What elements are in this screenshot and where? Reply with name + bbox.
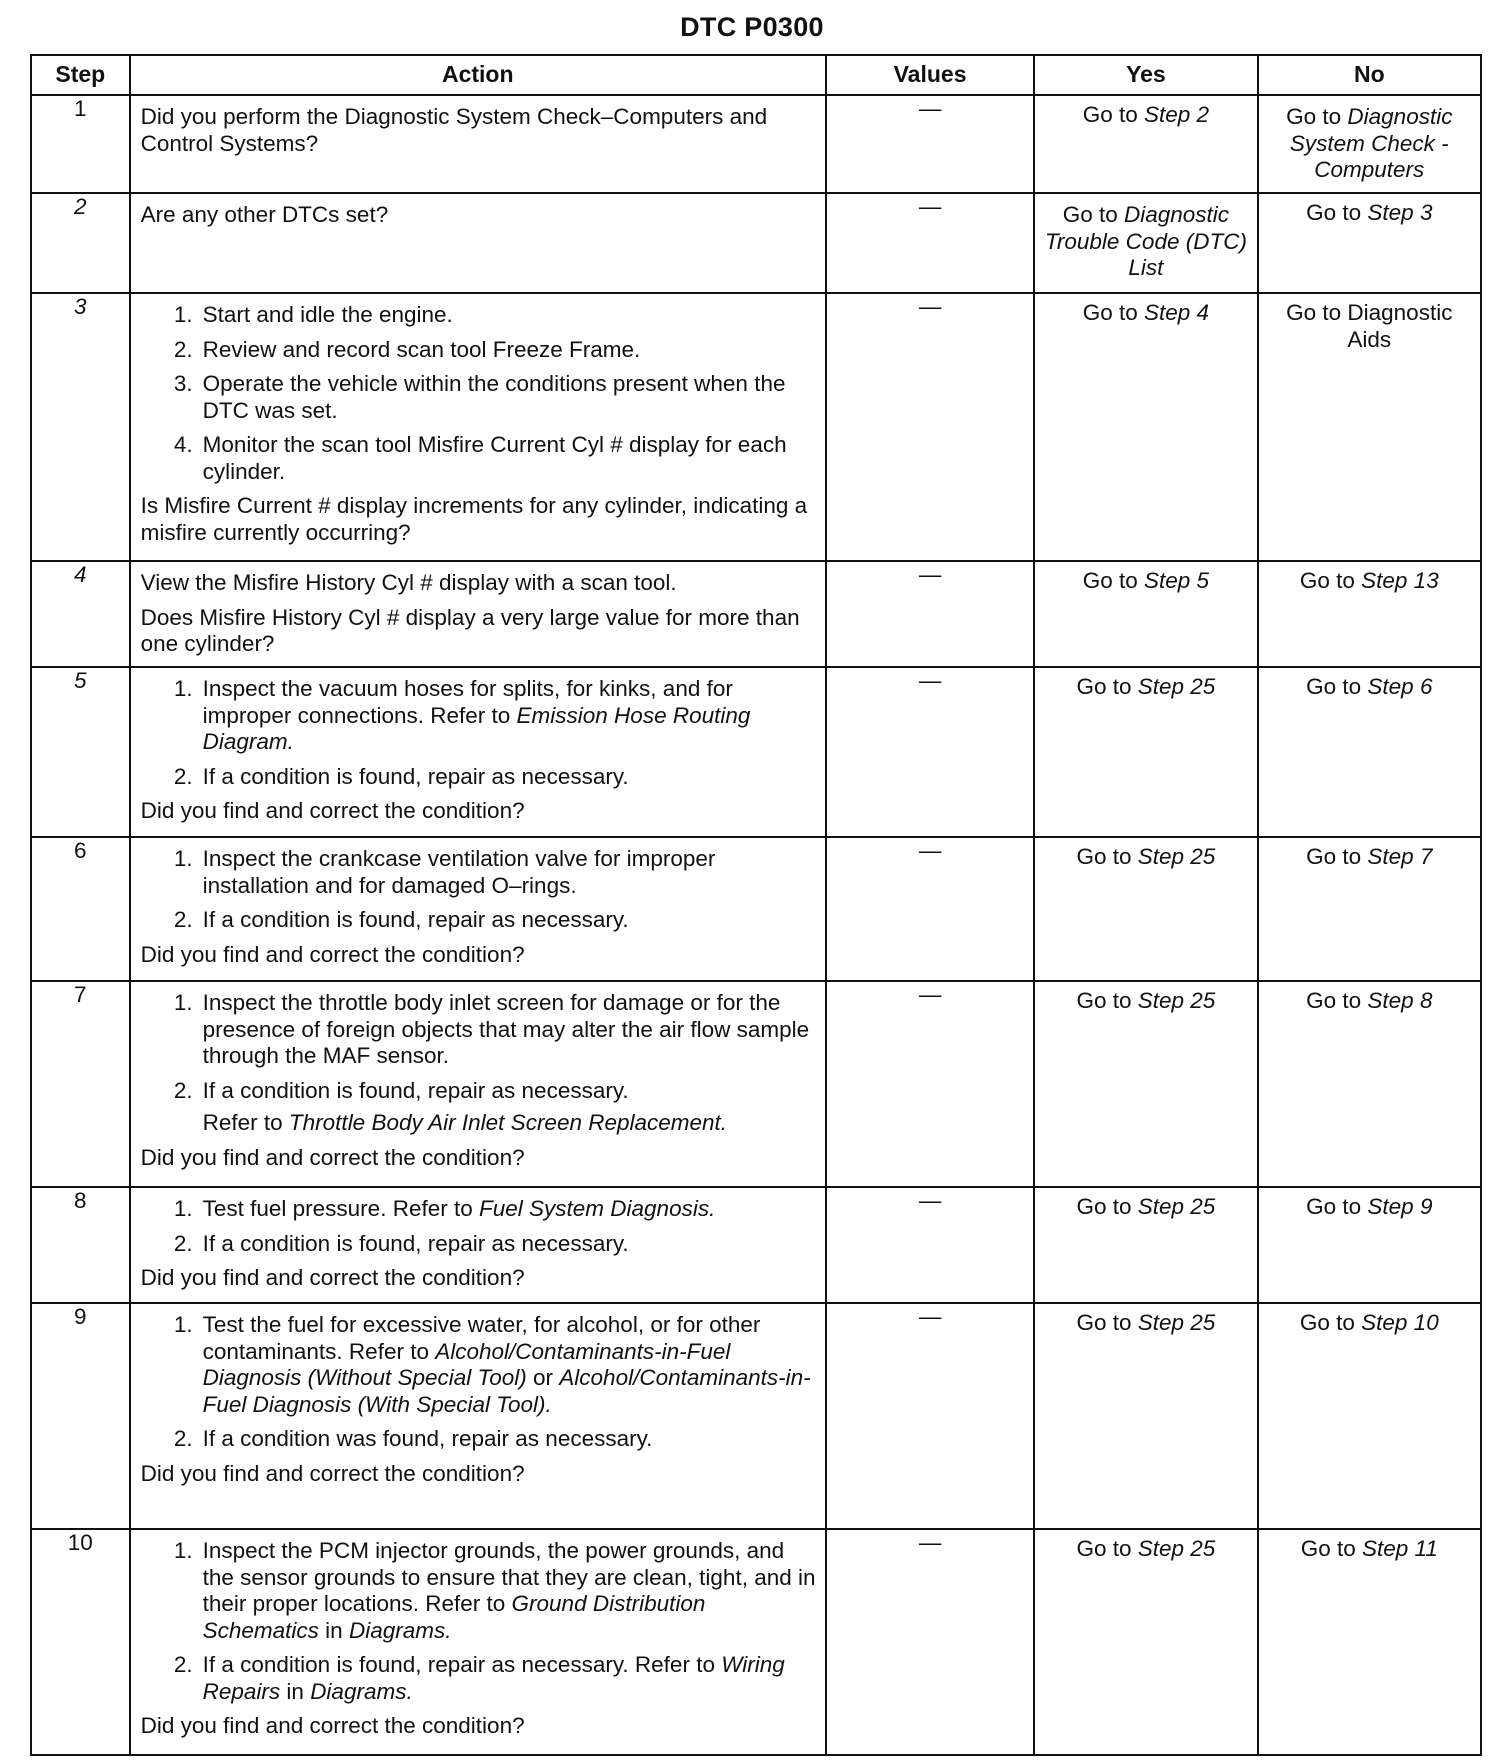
action-cell	[130, 95, 826, 193]
goto-label: Go to	[1076, 1194, 1132, 1219]
table-row	[31, 95, 1481, 193]
list-item-text: Inspect the crankcase ventilation valve for improper installation and for damaged O–rings.	[202, 846, 716, 898]
table-row	[31, 193, 1481, 293]
no-cell	[1258, 95, 1481, 193]
reference-link[interactable]: Diagrams.	[348, 1617, 452, 1643]
step-number: 9	[31, 1303, 130, 1529]
question-text: Did you find and correct the condition?	[140, 798, 525, 824]
reference-link[interactable]: Fuel System Diagnosis.	[479, 1196, 716, 1221]
reference-link[interactable]: Ground Distribution Schematics	[202, 1591, 706, 1643]
action-cell	[130, 1187, 826, 1303]
no-link[interactable]: Step 9	[1367, 1194, 1433, 1219]
yes-link[interactable]: Diagnostic Trouble Code (DTC) List	[1044, 202, 1247, 281]
no-cell	[1258, 667, 1481, 837]
no-link[interactable]: Step 10	[1361, 1310, 1439, 1335]
goto-label: Go to	[1076, 1536, 1132, 1561]
list-item: 1. Test the fuel for excessive water, for alcohol, or for other contaminants. Refer to Alcohol/Contaminants-in-Fuel Diagnosis (Without Special Tool) or Alcohol/Contaminants-in-Fuel Diagnosis (With Special Tool).	[173, 1312, 811, 1417]
list-item: 3. Operate the vehicle within the conditions present when the DTC was set.	[141, 371, 817, 424]
yes-link[interactable]: Step 2	[1144, 102, 1210, 127]
goto-label: Go to	[1062, 202, 1118, 227]
list-item: 1. Test fuel pressure. Refer to Fuel System Diagnosis.	[173, 1196, 716, 1221]
action-text: Are any other DTCs set?	[140, 202, 389, 227]
list-item: 2. If a condition is found, repair as necessary.	[141, 1078, 817, 1105]
step-number: 2	[31, 193, 130, 293]
question-text: Did you find and correct the condition?	[140, 1144, 525, 1170]
values-cell: —	[826, 837, 1034, 981]
table-row	[31, 293, 1481, 561]
list-item: 1. Inspect the vacuum hoses for splits, for kinks, and for improper connections. Refer to Emission Hose Routing Diagram.	[173, 676, 751, 755]
goto-label: Go to	[1306, 1194, 1362, 1219]
action-cell	[130, 981, 826, 1187]
action-cell	[130, 561, 826, 667]
yes-link[interactable]: Step 25	[1137, 844, 1216, 869]
list-item-text: Inspect the vacuum hoses for splits, for kinks, and for improper connections. Refer to	[202, 676, 733, 728]
action-cell	[130, 1303, 826, 1529]
step-number: 7	[31, 981, 130, 1187]
yes-cell	[1034, 981, 1257, 1187]
table-row	[31, 1187, 1481, 1303]
no-cell	[1258, 1187, 1481, 1303]
list-item: 2. If a condition was found, repair as necessary.	[141, 1426, 817, 1453]
reference-link[interactable]: Wiring Repairs	[202, 1652, 785, 1704]
connector-text: in	[325, 1617, 343, 1643]
yes-link[interactable]: Step 25	[1137, 988, 1216, 1013]
goto-label: Go to	[1306, 844, 1362, 869]
reference-link[interactable]: Throttle Body Air Inlet Screen Replacement.	[288, 1110, 728, 1136]
goto-label: Go to	[1306, 674, 1362, 699]
goto-label: Go to	[1082, 568, 1138, 593]
step-number: 1	[31, 95, 130, 193]
action-cell	[130, 837, 826, 981]
yes-link[interactable]: Step 25	[1137, 1310, 1216, 1335]
action-text: View the Misfire History Cyl # display with a scan tool.	[140, 570, 677, 595]
step-number: 3	[31, 293, 130, 561]
yes-link[interactable]: Step 25	[1137, 1194, 1216, 1219]
no-link[interactable]: Step 8	[1367, 988, 1433, 1013]
header-action: Action	[130, 55, 826, 95]
goto-label: Go to	[1299, 568, 1355, 593]
goto-label: Go to	[1082, 300, 1138, 325]
list-item-text: If a condition is found, repair as necessary.	[202, 763, 629, 789]
yes-link[interactable]: Step 25	[1137, 674, 1216, 699]
question-text: Does Misfire History Cyl # display a very large value for more than one cylinder?	[140, 604, 800, 657]
list-item-text: Monitor the scan tool Misfire Current Cyl # display for each cylinder.	[202, 432, 787, 484]
values-cell: —	[826, 561, 1034, 667]
no-cell	[1258, 293, 1481, 561]
values-cell: —	[826, 193, 1034, 293]
reference-link[interactable]: Emission Hose Routing Diagram.	[202, 702, 751, 755]
table-row	[31, 1303, 1481, 1529]
list-item-text: Operate the vehicle within the conditions present when the DTC was set.	[202, 371, 786, 423]
list-item-text: Inspect the throttle body inlet screen for damage or for the presence of foreign objects that may alter the air flow sample through the MAF sensor.	[202, 990, 810, 1069]
values-cell: —	[826, 293, 1034, 561]
list-item: 1. Inspect the PCM injector grounds, the power grounds, and the sensor grounds to ensure that they are clean, tight, and in their proper locations. Refer to Ground Distribution Schematics in Diagrams.	[173, 1538, 816, 1643]
list-item: 1. Inspect the throttle body inlet screen for damage or for the presence of foreign objects that may alter the air flow sample through the MAF sensor.	[141, 990, 817, 1070]
goto-label: Go to	[1076, 988, 1132, 1013]
values-cell: —	[826, 1187, 1034, 1303]
list-item: 2. If a condition is found, repair as necessary.	[141, 764, 817, 791]
table-row	[31, 561, 1481, 667]
no-cell	[1258, 1303, 1481, 1529]
no-cell	[1258, 193, 1481, 293]
no-cell	[1258, 837, 1481, 981]
list-item-text: If a condition is found, repair as necessary.	[202, 1230, 629, 1256]
goto-label: Go to	[1300, 1536, 1356, 1561]
step-number: 8	[31, 1187, 130, 1303]
diagnostic-table	[30, 54, 1482, 1756]
yes-link[interactable]: Step 25	[1137, 1536, 1216, 1561]
action-cell	[130, 667, 826, 837]
yes-cell	[1034, 1529, 1257, 1755]
yes-cell	[1034, 561, 1257, 667]
yes-cell	[1034, 667, 1257, 837]
no-cell	[1258, 1529, 1481, 1755]
table-row	[31, 667, 1481, 837]
step-number: 10	[31, 1529, 130, 1755]
list-item-text: Test fuel pressure. Refer to	[202, 1196, 473, 1221]
list-item-text: Review and record scan tool Freeze Frame.	[202, 336, 641, 362]
values-cell: —	[826, 667, 1034, 837]
step-number: 5	[31, 667, 130, 837]
header-row	[31, 55, 1481, 95]
list-item-text: If a condition was found, repair as necessary.	[202, 1426, 653, 1452]
values-cell: —	[826, 95, 1034, 193]
list-item: 1. Start and idle the engine.	[141, 302, 817, 329]
reference-link[interactable]: Alcohol/Contaminants-in-Fuel Diagnosis (Without Special Tool)	[202, 1338, 731, 1391]
header-step: Step	[31, 55, 130, 95]
question-text: Did you find and correct the condition?	[140, 1460, 525, 1486]
step-number: 4	[31, 561, 130, 667]
refer-label: Refer to	[202, 1110, 283, 1136]
table-row	[31, 981, 1481, 1187]
list-item: 1. Inspect the crankcase ventilation valve for improper installation and for damaged O–rings.	[141, 846, 817, 899]
question-text: Is Misfire Current # display increments for any cylinder, indicating a misfire currently occurring?	[140, 493, 808, 545]
no-link[interactable]: Diagnostic System Check - Computers	[1289, 104, 1453, 183]
no-link[interactable]: Step 11	[1361, 1536, 1438, 1561]
no-link[interactable]: Step 6	[1367, 674, 1433, 699]
values-cell: —	[826, 1303, 1034, 1529]
no-link[interactable]: Step 13	[1361, 568, 1439, 593]
no-link[interactable]: Step 7	[1367, 844, 1433, 869]
question-text: Did you find and correct the condition?	[140, 1713, 525, 1739]
list-item: 2. Review and record scan tool Freeze Frame.	[141, 337, 817, 364]
no-cell	[1258, 981, 1481, 1187]
list-item: 2. If a condition is found, repair as necessary.	[141, 907, 817, 934]
yes-cell	[1034, 837, 1257, 981]
list-item-text: If a condition is found, repair as necessary. Refer to	[202, 1652, 715, 1678]
header-no: No	[1258, 55, 1481, 95]
action-cell	[130, 1529, 826, 1755]
yes-cell	[1034, 1187, 1257, 1303]
values-cell: —	[826, 981, 1034, 1187]
list-item: 2. If a condition is found, repair as necessary. Refer to Wiring Repairs in Diagrams.	[173, 1652, 785, 1704]
question-text: Did you find and correct the condition?	[140, 941, 525, 967]
list-item-subtext	[141, 1110, 817, 1137]
no-link[interactable]: Step 3	[1367, 200, 1433, 225]
yes-cell	[1034, 95, 1257, 193]
goto-label: Go to	[1299, 1310, 1355, 1335]
reference-link[interactable]: Alcohol/Contaminants-in-Fuel Diagnosis (With Special Tool).	[202, 1365, 811, 1417]
no-cell	[1258, 561, 1481, 667]
connector-text: in	[286, 1678, 304, 1704]
list-item: 4. Monitor the scan tool Misfire Current Cyl # display for each cylinder.	[141, 432, 817, 485]
reference-link[interactable]: Diagrams.	[310, 1678, 413, 1704]
table-row	[31, 1529, 1481, 1755]
action-cell	[130, 193, 826, 293]
question-text: Did you find and correct the condition?	[140, 1265, 525, 1291]
list-item-text: Test the fuel for excessive water, for alcohol, or for other contaminants. Refer to	[202, 1312, 761, 1364]
list-item: 2. If a condition is found, repair as necessary.	[141, 1231, 817, 1258]
goto-label: Go to	[1306, 988, 1362, 1013]
values-cell: —	[826, 1529, 1034, 1755]
goto-label: Go to	[1286, 104, 1342, 129]
list-item-text: Inspect the PCM injector grounds, the power grounds, and the sensor grounds to ensure that they are clean, tight, and in their proper locations. Refer to	[202, 1538, 816, 1617]
yes-cell	[1034, 1303, 1257, 1529]
step-number: 6	[31, 837, 130, 981]
table-row	[31, 837, 1481, 981]
connector-text: or	[533, 1365, 554, 1391]
goto-label: Go to	[1076, 844, 1132, 869]
yes-link[interactable]: Step 5	[1144, 568, 1210, 593]
page-title: DTC P0300	[680, 12, 824, 42]
yes-cell	[1034, 193, 1257, 293]
header-yes: Yes	[1034, 55, 1257, 95]
no-link[interactable]: Go to Diagnostic Aids	[1286, 300, 1453, 352]
goto-label: Go to	[1076, 1310, 1132, 1335]
action-text: Did you perform the Diagnostic System Check–Computers and Control Systems?	[140, 104, 768, 156]
list-item-text: If a condition is found, repair as necessary.	[202, 1077, 629, 1103]
yes-cell	[1034, 293, 1257, 561]
goto-label: Go to	[1082, 102, 1138, 127]
header-values: Values	[826, 55, 1034, 95]
goto-label: Go to	[1076, 674, 1132, 699]
action-cell	[130, 293, 826, 561]
list-item-text: Start and idle the engine.	[202, 302, 453, 327]
goto-label: Go to	[1306, 200, 1362, 225]
list-item-text: If a condition is found, repair as necessary.	[202, 907, 629, 933]
yes-link[interactable]: Step 4	[1144, 300, 1210, 325]
